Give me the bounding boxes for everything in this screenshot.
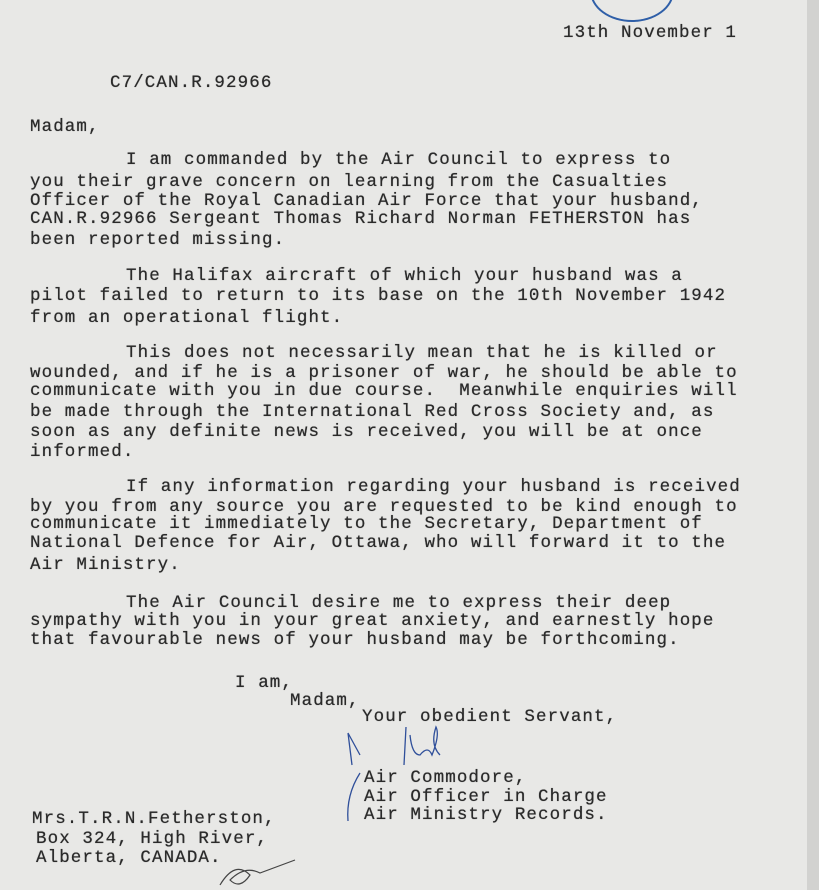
salutation: Madam, bbox=[30, 117, 100, 137]
body-line: you their grave concern on learning from the Casualties bbox=[30, 172, 669, 192]
closing-line: I am, bbox=[235, 673, 294, 693]
body-line: informed. bbox=[30, 442, 135, 462]
ink-stamp bbox=[590, 0, 674, 22]
body-line: Officer of the Royal Canadian Air Force that your husband, bbox=[30, 191, 703, 211]
letter-date: 13th November 1 bbox=[563, 23, 738, 43]
address-line: Box 324, High River, bbox=[36, 829, 269, 849]
body-line: sympathy with you in your great anxiety, and earnestly hope bbox=[30, 611, 715, 631]
initials-scribble bbox=[215, 855, 305, 890]
body-line: If any information regarding your husband is received bbox=[126, 477, 741, 497]
signatory-line: Air Ministry Records. bbox=[364, 805, 608, 825]
address-line: Mrs.T.R.N.Fetherston, bbox=[32, 809, 276, 829]
closing-line: Madam, bbox=[290, 691, 360, 711]
body-line: communicate it immediately to the Secretary, Department of bbox=[30, 514, 703, 534]
body-line: The Halifax aircraft of which your husband was a bbox=[126, 266, 683, 286]
body-line: National Defence for Air, Ottawa, who will forward it to the bbox=[30, 533, 727, 553]
body-line: from an operational flight. bbox=[30, 308, 344, 328]
body-line: pilot failed to return to its base on the 10th November 1942 bbox=[30, 286, 727, 306]
body-line: CAN.R.92966 Sergeant Thomas Richard Norman FETHERSTON has bbox=[30, 209, 692, 229]
address-line: Alberta, CANADA. bbox=[36, 848, 222, 868]
body-line: been reported missing. bbox=[30, 230, 286, 250]
body-line: The Air Council desire me to express their deep bbox=[126, 593, 672, 613]
signatory-line: Air Commodore, bbox=[364, 768, 527, 788]
page-edge bbox=[807, 0, 819, 890]
body-line: that favourable news of your husband may be forthcoming. bbox=[30, 630, 680, 650]
body-line: wounded, and if he is a prisoner of war, he should be able to bbox=[30, 363, 738, 383]
reference-number: C7/CAN.R.92966 bbox=[110, 73, 273, 93]
body-line: Air Ministry. bbox=[30, 555, 181, 575]
body-line: I am commanded by the Air Council to express to bbox=[126, 150, 672, 170]
body-line: be made through the International Red Cross Society and, as bbox=[30, 402, 715, 422]
signatory-line: Air Officer in Charge bbox=[364, 787, 608, 807]
body-line: This does not necessarily mean that he is killed or bbox=[126, 343, 718, 363]
body-line: by you from any source you are requested to be kind enough to bbox=[30, 497, 738, 517]
closing-line: Your obedient Servant, bbox=[362, 707, 618, 727]
body-line: communicate with you in due course. Meanwhile enquiries will bbox=[30, 381, 738, 401]
body-line: soon as any definite news is received, you will be at once bbox=[30, 422, 703, 442]
